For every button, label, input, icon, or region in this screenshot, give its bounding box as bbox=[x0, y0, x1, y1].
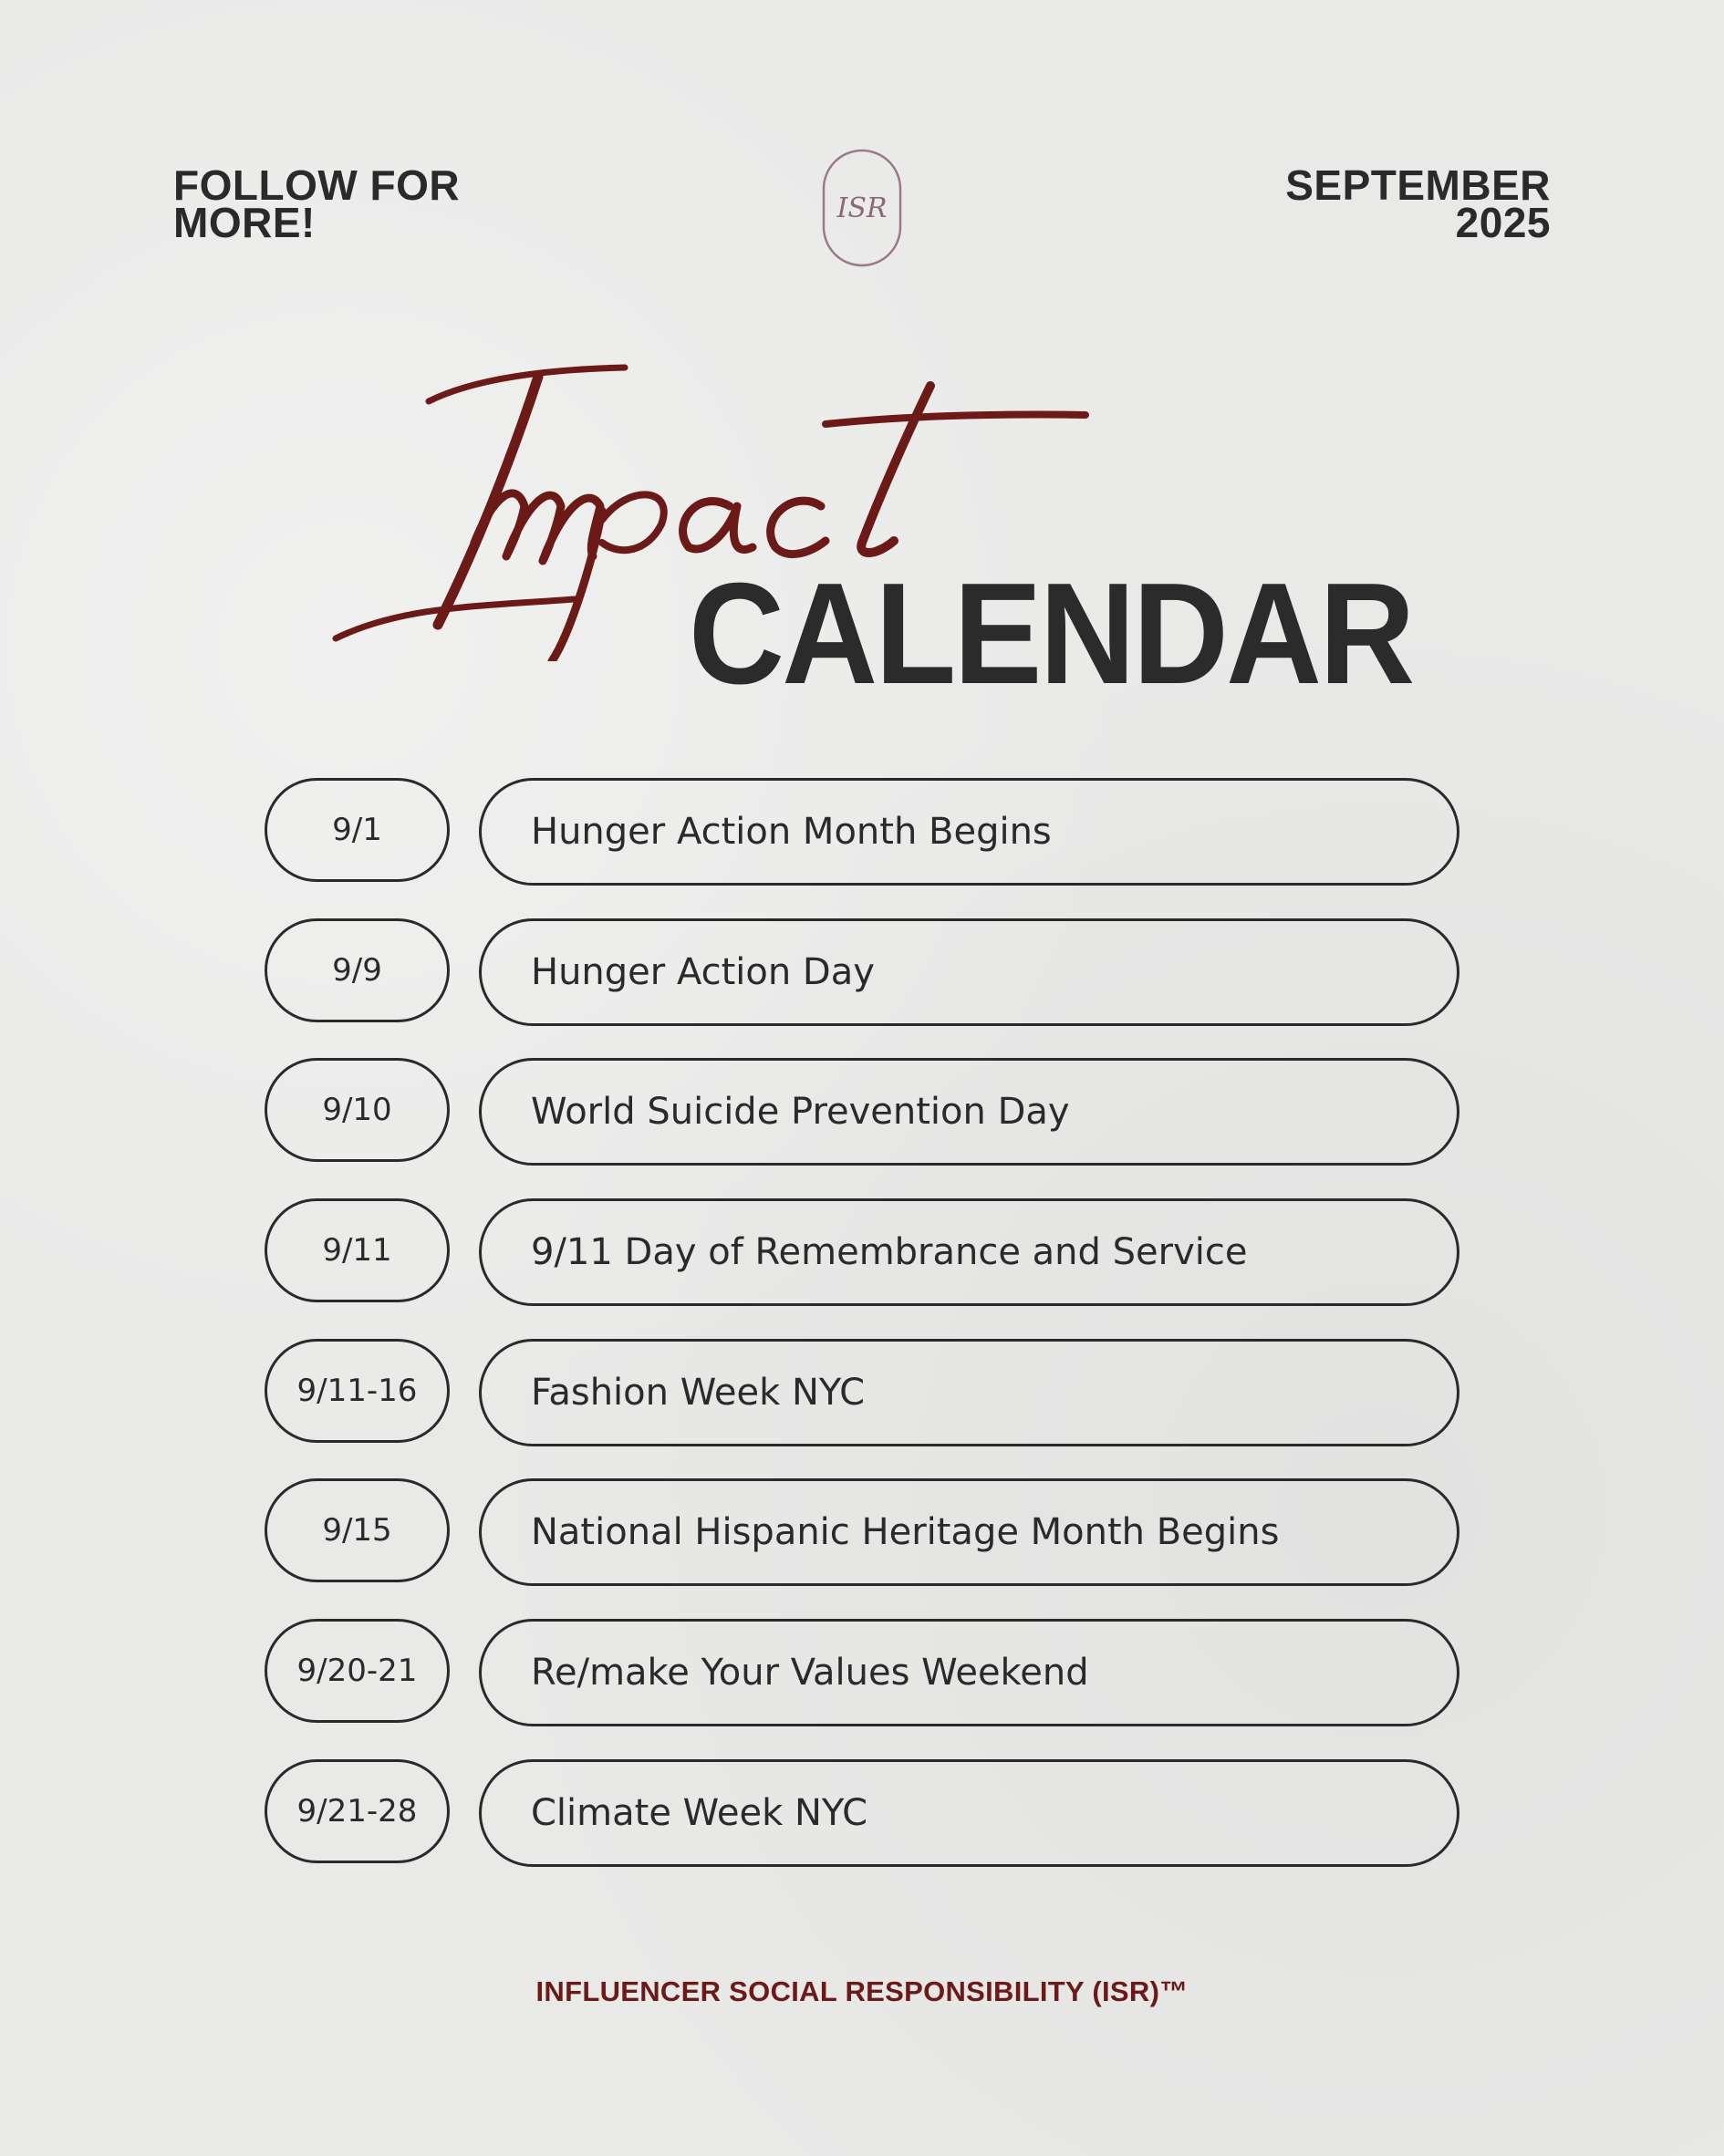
year-label: 2025 bbox=[1455, 199, 1551, 246]
event-date: 9/20-21 bbox=[265, 1619, 450, 1723]
event-date: 9/9 bbox=[265, 918, 450, 1022]
event-row bbox=[265, 1478, 1459, 1586]
event-list bbox=[265, 778, 1459, 1900]
event-row bbox=[265, 918, 1459, 1026]
follow-for-more-text bbox=[173, 161, 465, 246]
event-name: National Hispanic Heritage Month Begins bbox=[479, 1478, 1459, 1586]
event-name: Hunger Action Month Begins bbox=[479, 778, 1459, 886]
monogram-letters: ISR bbox=[836, 192, 888, 224]
month-year-text bbox=[1259, 161, 1551, 246]
event-name: 9/11 Day of Remembrance and Service bbox=[479, 1198, 1459, 1306]
event-date: 9/1 bbox=[265, 778, 450, 882]
follow-line-2: MORE! bbox=[173, 199, 316, 246]
event-date: 9/11-16 bbox=[265, 1339, 450, 1443]
event-row bbox=[265, 778, 1459, 886]
event-name: World Suicide Prevention Day bbox=[479, 1058, 1459, 1166]
event-date: 9/21-28 bbox=[265, 1759, 450, 1863]
event-name: Re/make Your Values Weekend bbox=[479, 1619, 1459, 1726]
event-name: Hunger Action Day bbox=[479, 918, 1459, 1026]
month-label: SEPTEMBER bbox=[1285, 161, 1551, 209]
event-date: 9/10 bbox=[265, 1058, 450, 1162]
follow-line-1: FOLLOW FOR bbox=[173, 161, 461, 209]
event-name: Climate Week NYC bbox=[479, 1759, 1459, 1867]
event-row bbox=[265, 1198, 1459, 1306]
event-row bbox=[265, 1058, 1459, 1166]
event-row bbox=[265, 1619, 1459, 1726]
event-date: 9/11 bbox=[265, 1198, 450, 1302]
calendar-title: CALENDAR bbox=[689, 554, 1413, 714]
isr-monogram-logo bbox=[821, 148, 903, 268]
isr-footer-text: INFLUENCER SOCIAL RESPONSIBILITY (ISR)™ bbox=[535, 1975, 1189, 2007]
event-date: 9/15 bbox=[265, 1478, 450, 1582]
event-row bbox=[265, 1339, 1459, 1446]
event-name: Fashion Week NYC bbox=[479, 1339, 1459, 1446]
event-row bbox=[265, 1759, 1459, 1867]
